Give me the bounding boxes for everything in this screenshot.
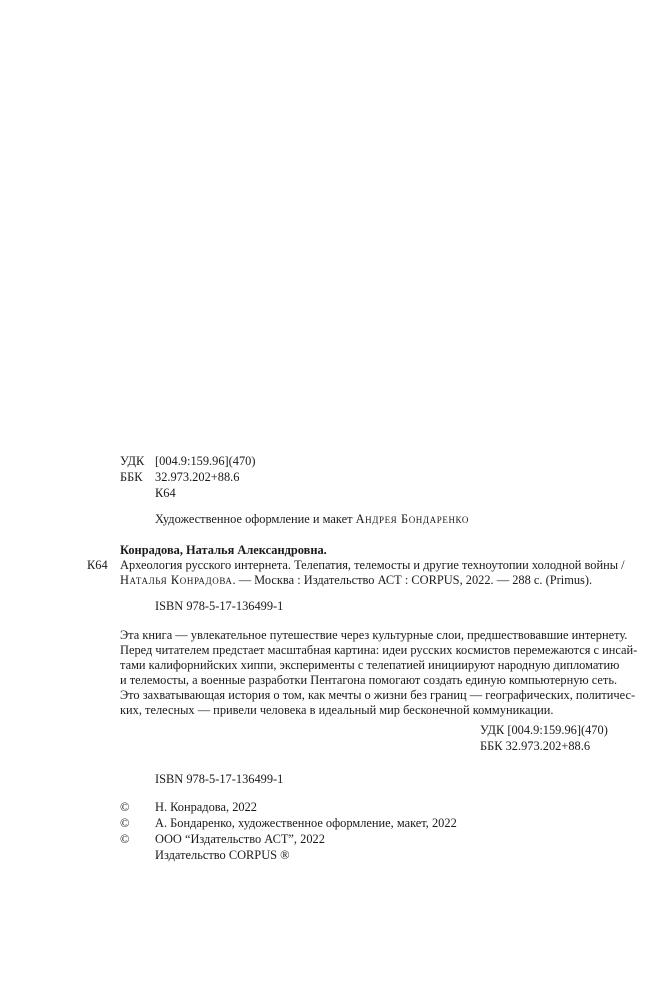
bib-author-name: Наталья Конрадова — [120, 573, 233, 587]
bib-author: Конрадова, Наталья Александровна. — [120, 543, 327, 557]
design-credit-name: Андрея Бондаренко — [355, 512, 470, 526]
annotation-line: ких, телесных — привели человека в идеальный мир бесконечной коммуникации. — [120, 703, 554, 717]
bbk-right: ББК 32.973.202+88.6 — [480, 739, 591, 753]
isbn-top: ISBN 978-5-17-136499-1 — [155, 599, 284, 613]
design-credit — [155, 512, 469, 527]
copyright-text: Н. Конрадова, 2022 — [155, 800, 257, 814]
bbk-label: ББК — [120, 470, 143, 484]
annotation-line: и телемосты, а военные разработки Пентагона помогают создать единую компьютерную сеть. — [120, 673, 618, 687]
bib-imprint: . — Москва : Издательство АСТ : CORPUS, 2022. — 288 с. (Primus). — [232, 573, 593, 587]
annotation — [120, 628, 637, 718]
bib-title-line: Археология русского интернета. Телепатия, телемосты и другие техноутопии холодной войны / — [120, 558, 625, 572]
annotation-line: Это захватывающая история о том, как мечты о жизни без границ — географических, политичес- — [120, 688, 636, 702]
copyright-icon: © — [120, 832, 130, 846]
design-credit-text: Художественное оформление и макет — [155, 512, 356, 526]
publisher-mark: Издательство CORPUS ® — [155, 848, 290, 862]
copyright-line — [0, 832, 659, 847]
copyright-line — [0, 800, 659, 815]
annotation-line: Перед читателем предстает масштабная картина: идеи русских космистов перемежаются с инсай- — [120, 643, 638, 657]
annotation-line: Эта книга — увлекательное путешествие через культурные слои, предшествовавшие интернету. — [120, 628, 628, 642]
copyright-line — [0, 816, 659, 831]
author-mark: К64 — [155, 486, 176, 500]
copyright-icon: © — [120, 816, 130, 830]
udk-label: УДК — [120, 454, 145, 468]
bib-mark: К64 — [87, 558, 108, 572]
udk-value: [004.9:159.96](470) — [155, 454, 256, 468]
bib-imprint-line — [120, 573, 592, 588]
isbn-bottom: ISBN 978-5-17-136499-1 — [155, 772, 284, 786]
udk-right: УДК [004.9:159.96](470) — [480, 723, 608, 737]
bbk-value: 32.973.202+88.6 — [155, 470, 240, 484]
copyright-text: А. Бондаренко, художественное оформление, макет, 2022 — [155, 816, 457, 830]
annotation-line: тами калифорнийских хиппи, эксперименты с телепатией инициируют народную дипломатию — [120, 658, 620, 672]
copyright-icon: © — [120, 800, 130, 814]
copyright-text: ООО “Издательство АСТ”, 2022 — [155, 832, 325, 846]
